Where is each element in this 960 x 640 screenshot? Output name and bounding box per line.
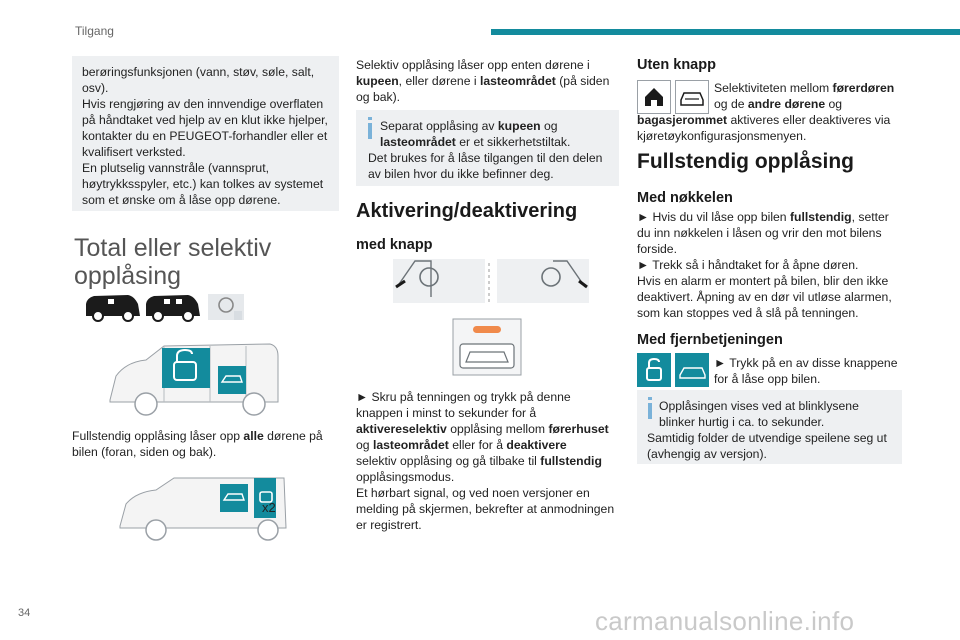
page-number: 34 <box>18 607 31 619</box>
heading-remote-control: Med fjernbetjeningen <box>637 332 783 348</box>
van-silhouettes-figure <box>84 292 254 322</box>
van-selective-unlock-figure <box>106 340 282 418</box>
paragraph-without-button: Selektiviteten mellom førerdøren og de andre dørene og bagasjerommet aktiveres eller deaktiveres via kjøretøykonfigurasjonsmenyen. <box>637 81 895 143</box>
note-line: som et ønske om å låse opp dørene. <box>82 193 281 207</box>
paragraph-activation-steps: ► Skru på tenningen og trykk på denne knappen i minst to sekunder for å aktivereselektiv opplåsing mellom førerhuset og lasteområdet eller for å deaktivere selektiv opplåsing og gå tilbake til fullstendig opplåsingsmodus. Et hørbart signal, og ved noen versjoner en melding på skjermen, bekrefter at anmodningen er registrert. <box>356 390 615 532</box>
unlock-icon <box>637 353 671 387</box>
info-icon-bar <box>368 123 372 139</box>
paragraph-remote: ► Trykk på en av disse knappene for å låse opp bilen. <box>714 356 898 386</box>
section-header: Tilgang <box>75 24 114 38</box>
header-accent-bar <box>491 29 960 35</box>
note-line: kontakter du en PEUGEOT-forhandler eller et <box>82 129 328 143</box>
note-box-sensor <box>72 56 339 211</box>
info-box-separate-unlock: Separat opplåsing av kupeen og lasteområdet er et sikkerhetstiltak. Det brukes for å låse tilgangen til den delen av bilen hvor du ikke befinner deg. <box>356 110 619 186</box>
heading-without-button: Uten knapp <box>637 57 716 73</box>
note-line: høytrykksspyler, etc.) kan tolkes av systemet <box>82 177 324 191</box>
note-line: Hvis rengjøring av den innvendige overflaten <box>82 97 324 111</box>
heading-full-unlock: Fullstendig opplåsing <box>637 150 854 173</box>
dashboard-doors-figure <box>393 257 589 305</box>
note-line: på håndtaket ved hjelp av en klut ikke hjelper, <box>82 113 328 127</box>
info-icon-bar <box>648 403 652 419</box>
paragraph-selective: Selektiv opplåsing låser opp enten dørene i kupeen, eller dørene i lasteområdet (på siden og bak). <box>356 58 610 104</box>
paragraph-with-key: ► Hvis du vil låse opp bilen fullstendig, setter du inn nøkkelen i låsen og vrir den mot bilens forside. ► Trekk så i håndtaket for å åpne døren. Hvis en alarm er montert på bilen, blir den ikke deaktivert. Åpning av en dør vil utløse alarmen, som kan stoppes ved å slå på tenningen. <box>637 210 892 320</box>
selective-unlock-button-figure <box>452 318 522 376</box>
heading-with-button: med knapp <box>356 237 433 253</box>
paragraph-full-unlock: Fullstendig opplåsing låser opp alle dørene på bilen (foran, siden og bak). <box>72 429 323 459</box>
info-box-indicators: Opplåsingen vises ved at blinklysene blinker hurtig i ca. to sekunder. Samtidig folder de utvendige speilene seg ut (avhengig av versjon). <box>637 390 902 464</box>
watermark: carmanualsonline.info <box>595 606 855 636</box>
cargo-unlock-icon <box>675 353 709 387</box>
heading-with-key: Med nøkkelen <box>637 190 733 206</box>
info-icon <box>648 397 652 400</box>
note-line: kvalifisert verksted. <box>82 145 186 159</box>
info-icon <box>368 117 372 120</box>
section-title-total-selective: Total eller selektiv opplåsing <box>74 234 272 290</box>
note-line: En plutselig vannstråle (vannsprut, <box>82 161 269 175</box>
note-line: osv). <box>82 81 109 95</box>
heading-activation: Aktivering/deaktivering <box>356 200 578 222</box>
note-line: berøringsfunksjonen (vann, støv, søle, salt, <box>82 65 315 79</box>
double-press-label: x2 <box>262 500 276 515</box>
